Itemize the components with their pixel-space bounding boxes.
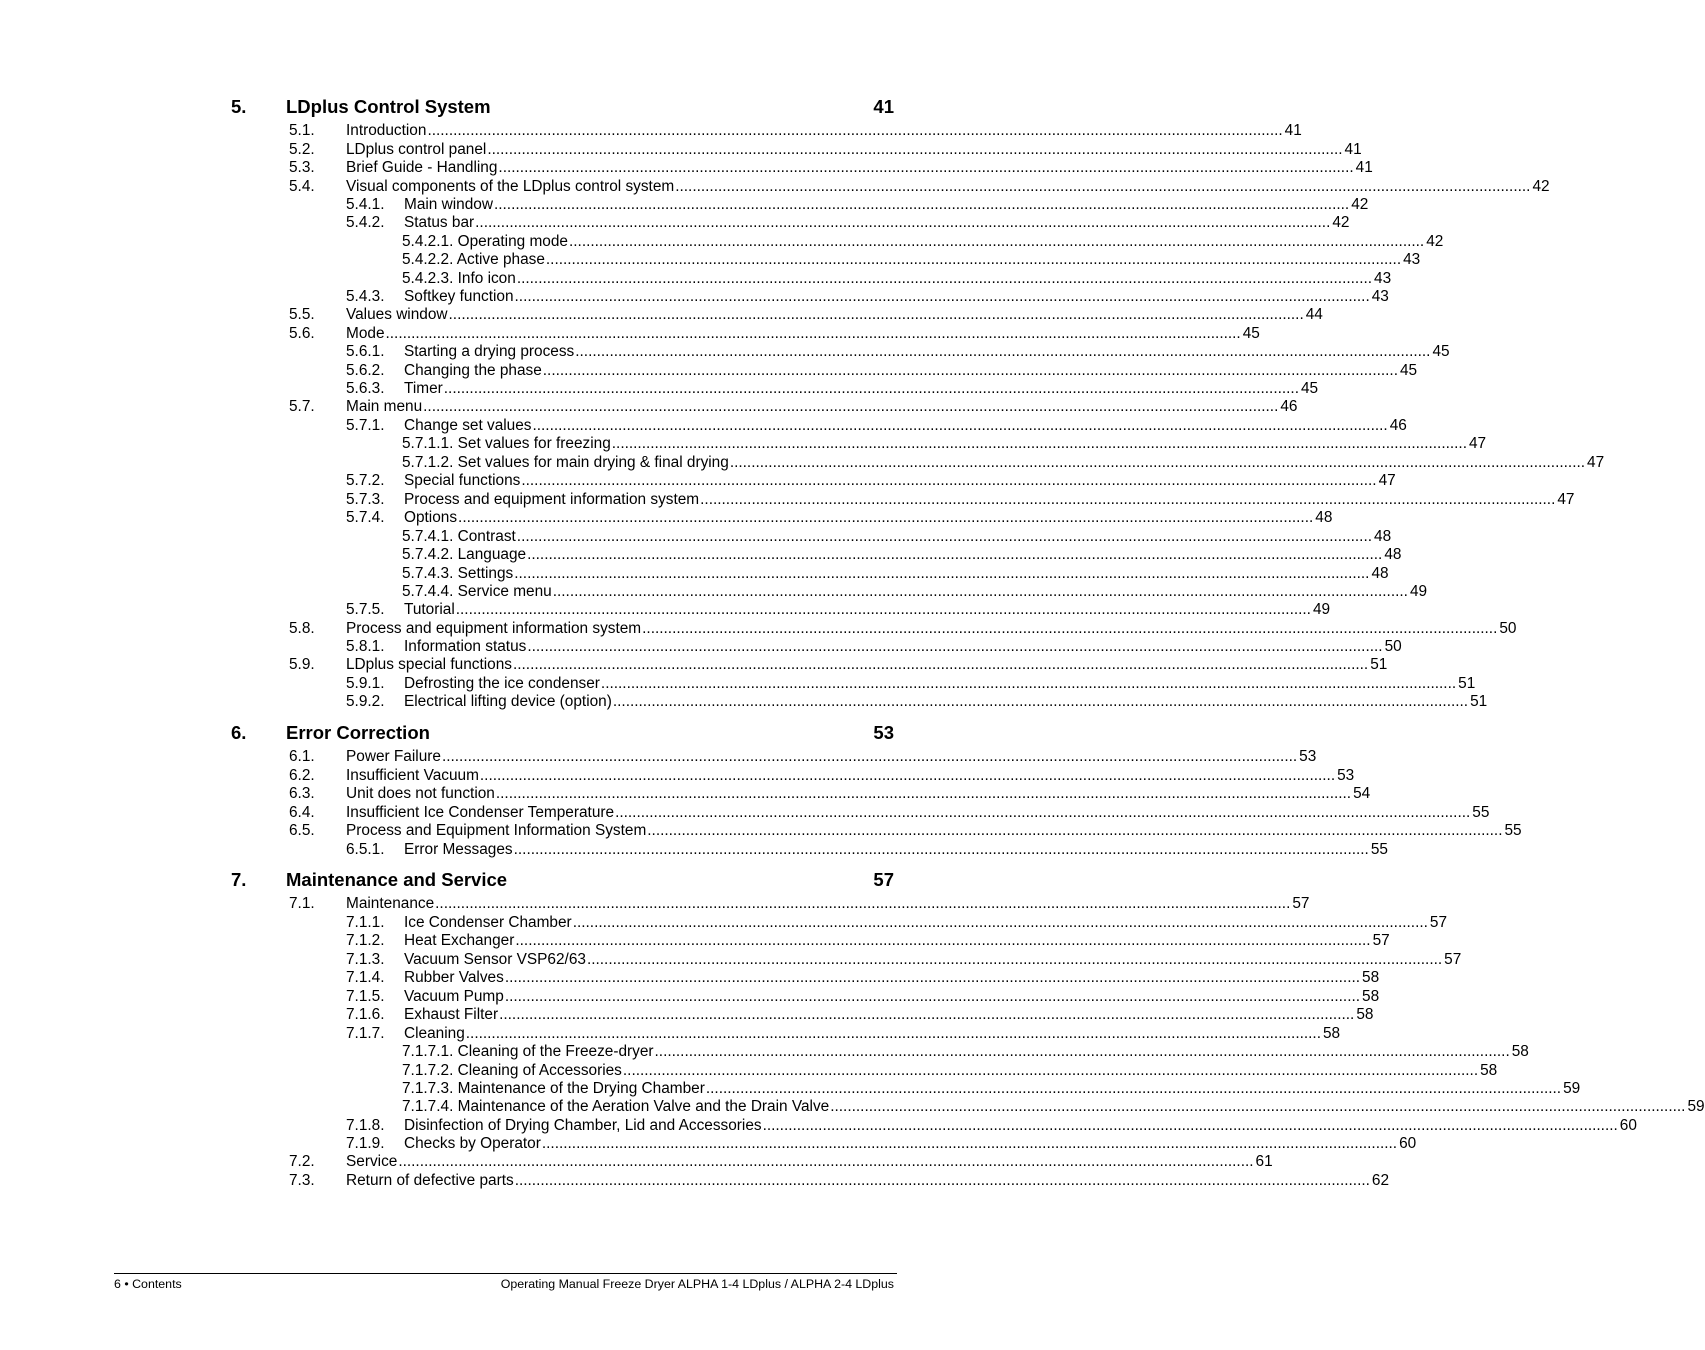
entry-title: Status bar xyxy=(404,214,475,231)
dot-leader: ........................................................................................................................................................................................................ xyxy=(514,565,1370,582)
toc-entry[interactable] xyxy=(402,565,1389,583)
entry-page: 44 xyxy=(1305,306,1323,323)
entry-number: 7.1.7.2. xyxy=(402,1062,454,1079)
entry-title: Changing the phase xyxy=(404,362,542,379)
entry-page: 43 xyxy=(1371,288,1389,305)
chapter-number: 5. xyxy=(231,96,247,117)
chapter-number: 7. xyxy=(231,869,247,890)
entry-page: 55 xyxy=(1472,804,1490,821)
entry-page: 47 xyxy=(1587,454,1605,471)
entry-number: 5.7. xyxy=(289,398,315,415)
entry-title xyxy=(402,546,526,564)
entry-title: Main menu xyxy=(346,398,423,415)
toc-entry[interactable] xyxy=(346,1135,1417,1153)
toc-entry[interactable] xyxy=(402,528,1392,546)
entry-number: 5.7.1. xyxy=(346,417,385,434)
footer-page-label: 6 • Contents xyxy=(114,1277,182,1291)
toc-entry[interactable] xyxy=(346,988,1380,1006)
entry-title: Disinfection of Drying Chamber, Lid and Accessories xyxy=(404,1117,762,1134)
entry-title: Exhaust Filter xyxy=(404,1006,499,1023)
entry-page: 45 xyxy=(1400,362,1418,379)
entry-number: 5.4.2.3. xyxy=(402,270,454,287)
entry-number: 7.1.7. xyxy=(346,1025,385,1042)
entry-title-text: Maintenance of the Drying Chamber xyxy=(457,1080,705,1097)
dot-leader: ........................................................................................................................................................................................................ xyxy=(569,233,1425,250)
entry-title: Electrical lifting device (option) xyxy=(404,693,612,710)
entry-page: 58 xyxy=(1511,1043,1529,1060)
chapter-heading[interactable] xyxy=(231,721,894,745)
chapter-title: LDplus Control System xyxy=(286,96,491,117)
entry-title xyxy=(402,454,729,472)
toc-entry[interactable] xyxy=(346,380,1319,398)
toc-entry[interactable] xyxy=(289,306,1323,324)
dot-leader: ........................................................................................................................................................................................................ xyxy=(458,509,1314,526)
entry-title-text: Operating mode xyxy=(457,233,568,250)
entry-number: 7.1.3. xyxy=(346,951,385,968)
entry-title: Values window xyxy=(346,306,448,323)
entry-title-text: Active phase xyxy=(456,251,545,268)
dot-leader: ........................................................................................................................................................................................................ xyxy=(552,583,1408,600)
dot-leader: ........................................................................................................................................................................................................ xyxy=(516,270,1373,287)
entry-page: 49 xyxy=(1409,583,1428,600)
entry-title-text: Set values for freezing xyxy=(457,435,611,452)
entry-title: Cleaning xyxy=(404,1025,465,1042)
entry-page: 45 xyxy=(1432,343,1450,360)
entry-title-text: Set values for main drying & final drying xyxy=(457,454,729,471)
entry-title: LDplus control panel xyxy=(346,141,487,158)
dot-leader: ........................................................................................................................................................................................................ xyxy=(612,693,1469,710)
toc-entry[interactable] xyxy=(346,932,1390,950)
entry-number: 7.1.7.4. xyxy=(402,1098,454,1115)
dot-leader: ........................................................................................................................................................................................................ xyxy=(498,159,1354,176)
entry-page: 42 xyxy=(1426,233,1444,250)
entry-number: 5.3. xyxy=(289,159,315,176)
toc-entry[interactable] xyxy=(289,1172,1390,1190)
dot-leader: ........................................................................................................................................................................................................ xyxy=(600,675,1457,692)
dot-leader: ........................................................................................................................................................................................................ xyxy=(441,748,1298,765)
toc-entry[interactable] xyxy=(402,1043,1529,1061)
toc-entry[interactable] xyxy=(346,362,1418,380)
chapter-heading[interactable] xyxy=(231,868,894,892)
entry-title: Starting a drying process xyxy=(404,343,575,360)
entry-number: 6.5.1. xyxy=(346,841,385,858)
entry-number: 7.2. xyxy=(289,1153,315,1170)
entry-page: 42 xyxy=(1351,196,1369,213)
entry-number: 5.7.1.1. xyxy=(402,435,454,452)
entry-title-text: Cleaning of the Freeze-dryer xyxy=(457,1043,654,1060)
toc-entry[interactable] xyxy=(289,159,1373,177)
entry-page: 58 xyxy=(1362,988,1380,1005)
entry-number: 5.2. xyxy=(289,141,315,158)
dot-leader: ........................................................................................................................................................................................................ xyxy=(512,656,1369,673)
entry-page: 50 xyxy=(1384,638,1402,655)
chapter-number: 6. xyxy=(231,722,247,743)
toc-entry[interactable] xyxy=(346,288,1389,306)
entry-page: 43 xyxy=(1403,251,1421,268)
entry-title: Process and equipment information system xyxy=(404,491,700,508)
dot-leader: ........................................................................................................................................................................................................ xyxy=(465,1025,1321,1042)
entry-title-text: Settings xyxy=(457,565,514,582)
entry-page: 47 xyxy=(1557,491,1575,508)
entry-title xyxy=(402,270,516,288)
entry-title: Options xyxy=(404,509,458,526)
entry-number: 5.5. xyxy=(289,306,315,323)
toc-entry[interactable] xyxy=(402,233,1444,251)
entry-title: Return of defective parts xyxy=(346,1172,514,1189)
entry-number: 6.1. xyxy=(289,748,315,765)
toc-entry[interactable] xyxy=(346,638,1402,656)
dot-leader: ........................................................................................................................................................................................................ xyxy=(398,1153,1254,1170)
entry-page: 50 xyxy=(1499,620,1517,637)
entry-page: 55 xyxy=(1504,822,1522,839)
entry-page: 43 xyxy=(1374,270,1392,287)
entry-page: 53 xyxy=(1299,748,1317,765)
dot-leader: ........................................................................................................................................................................................................ xyxy=(499,1006,1355,1023)
dot-leader: ........................................................................................................................................................................................................ xyxy=(830,1098,1686,1115)
chapter-page: 57 xyxy=(873,869,894,890)
dot-leader: ........................................................................................................................................................................................................ xyxy=(611,435,1467,452)
toc-entry[interactable] xyxy=(346,841,1388,859)
entry-number: 5.7.4.3. xyxy=(402,565,454,582)
entry-page: 58 xyxy=(1322,1025,1341,1042)
toc-entry[interactable] xyxy=(289,656,1388,674)
entry-title: Change set values xyxy=(404,417,532,434)
entry-title: Power Failure xyxy=(346,748,441,765)
toc-entry[interactable] xyxy=(289,398,1298,416)
toc-entry[interactable] xyxy=(346,1006,1374,1024)
entry-number: 7.1.2. xyxy=(346,932,385,949)
entry-page: 51 xyxy=(1458,675,1476,692)
dot-leader: ........................................................................................................................................................................................................ xyxy=(532,417,1388,434)
entry-title: Service xyxy=(346,1153,398,1170)
dot-leader: ........................................................................................................................................................................................................ xyxy=(514,288,1370,305)
toc-entry[interactable] xyxy=(402,1098,1705,1116)
dot-leader: ........................................................................................................................................................................................................ xyxy=(504,988,1361,1005)
entry-title: Brief Guide - Handling xyxy=(346,159,498,176)
toc-entry[interactable] xyxy=(289,620,1517,638)
dot-leader: ........................................................................................................................................................................................................ xyxy=(521,472,1377,489)
entry-number: 5.7.2. xyxy=(346,472,385,489)
entry-title-text: Maintenance of the Aeration Valve and the Drain Valve xyxy=(457,1098,830,1115)
toc-entry[interactable] xyxy=(346,491,1575,509)
toc-entry[interactable] xyxy=(402,435,1487,453)
entry-page: 45 xyxy=(1242,325,1260,342)
dot-leader: ........................................................................................................................................................................................................ xyxy=(475,214,1331,231)
dot-leader: ........................................................................................................................................................................................................ xyxy=(514,1172,1370,1189)
dot-leader: ........................................................................................................................................................................................................ xyxy=(654,1043,1510,1060)
dot-leader: ........................................................................................................................................................................................................ xyxy=(647,822,1503,839)
entry-page: 47 xyxy=(1378,472,1396,489)
entry-title: Introduction xyxy=(346,122,427,139)
entry-number: 5.4.2. xyxy=(346,214,385,231)
entry-title: Ice Condenser Chamber xyxy=(404,914,572,931)
toc-entry[interactable] xyxy=(289,822,1522,840)
entry-title xyxy=(402,583,552,601)
entry-title xyxy=(402,1080,705,1098)
entry-title: Rubber Valves xyxy=(404,969,504,986)
dot-leader: ........................................................................................................................................................................................................ xyxy=(493,196,1350,213)
toc-entry[interactable] xyxy=(289,325,1260,343)
entry-page: 58 xyxy=(1480,1062,1498,1079)
chapter-title: Maintenance and Service xyxy=(286,869,508,890)
entry-title: Vacuum Sensor VSP62/63 xyxy=(404,951,586,968)
chapter-title: Error Correction xyxy=(286,722,430,743)
footer-divider xyxy=(114,1273,897,1274)
dot-leader: ........................................................................................................................................................................................................ xyxy=(513,841,1369,858)
entry-page: 48 xyxy=(1371,565,1389,582)
entry-number: 5.6.3. xyxy=(346,380,385,397)
entry-page: 47 xyxy=(1468,435,1487,452)
dot-leader: ........................................................................................................................................................................................................ xyxy=(586,951,1443,968)
entry-number: 5.9.1. xyxy=(346,675,385,692)
entry-page: 46 xyxy=(1389,417,1407,434)
entry-number: 5.7.3. xyxy=(346,491,385,508)
dot-leader: ........................................................................................................................................................................................................ xyxy=(762,1117,1618,1134)
toc-entry[interactable] xyxy=(289,141,1362,159)
dot-leader: ........................................................................................................................................................................................................ xyxy=(385,325,1241,342)
entry-page: 45 xyxy=(1300,380,1319,397)
entry-title: Tutorial xyxy=(404,601,455,618)
toc-entry[interactable] xyxy=(402,1062,1498,1080)
entry-page: 41 xyxy=(1355,159,1373,176)
toc-entry[interactable] xyxy=(402,454,1605,472)
entry-page: 60 xyxy=(1619,1117,1637,1134)
chapter-page: 41 xyxy=(873,96,894,117)
dot-leader: ........................................................................................................................................................................................................ xyxy=(448,306,1304,323)
entry-number: 7.1.8. xyxy=(346,1117,385,1134)
toc-entry[interactable] xyxy=(346,1117,1637,1135)
dot-leader: ........................................................................................................................................................................................................ xyxy=(527,638,1383,655)
entry-number: 5.4.2.2. xyxy=(402,251,454,268)
entry-title: Visual components of the LDplus control system xyxy=(346,178,675,195)
dot-leader: ........................................................................................................................................................................................................ xyxy=(622,1062,1479,1079)
entry-title: Unit does not function xyxy=(346,785,495,802)
toc-entry[interactable] xyxy=(289,122,1302,140)
entry-title xyxy=(402,435,611,453)
dot-leader: ........................................................................................................................................................................................................ xyxy=(455,601,1311,618)
entry-number: 7.1.1. xyxy=(346,914,385,931)
toc-entry[interactable] xyxy=(346,1025,1341,1043)
entry-number: 5.9.2. xyxy=(346,693,385,710)
toc-entry[interactable] xyxy=(346,214,1350,232)
dot-leader: ........................................................................................................................................................................................................ xyxy=(615,804,1471,821)
toc-entry[interactable] xyxy=(289,895,1310,913)
toc-entry[interactable] xyxy=(289,767,1355,785)
toc-entry[interactable] xyxy=(289,748,1317,766)
dot-leader: ........................................................................................................................................................................................................ xyxy=(541,1135,1398,1152)
toc-entry[interactable] xyxy=(346,675,1476,693)
entry-number: 5.7.4.4. xyxy=(402,583,454,600)
entry-page: 48 xyxy=(1374,528,1392,545)
toc-entry[interactable] xyxy=(346,601,1331,619)
entry-number: 5.8.1. xyxy=(346,638,385,655)
entry-number: 5.6.1. xyxy=(346,343,385,360)
toc-entry[interactable] xyxy=(402,1080,1581,1098)
dot-leader: ........................................................................................................................................................................................................ xyxy=(545,251,1402,268)
dot-leader: ........................................................................................................................................................................................................ xyxy=(427,122,1283,139)
entry-title xyxy=(402,1062,622,1080)
entry-page: 53 xyxy=(1337,767,1355,784)
entry-number: 7.1.7.3. xyxy=(402,1080,454,1097)
dot-leader: ........................................................................................................................................................................................................ xyxy=(435,895,1291,912)
dot-leader: ........................................................................................................................................................................................................ xyxy=(705,1080,1562,1097)
toc-entry[interactable] xyxy=(346,417,1407,435)
entry-page: 54 xyxy=(1353,785,1371,802)
entry-title: Defrosting the ice condenser xyxy=(404,675,600,692)
entry-page: 59 xyxy=(1687,1098,1705,1115)
entry-number: 7.1.4. xyxy=(346,969,385,986)
entry-number: 7.1.6. xyxy=(346,1006,385,1023)
entry-title xyxy=(402,251,545,269)
entry-number: 7.1. xyxy=(289,895,315,912)
entry-title: Vacuum Pump xyxy=(404,988,504,1005)
chapter-page: 53 xyxy=(873,722,894,743)
entry-title-text: Language xyxy=(457,546,527,563)
entry-page: 49 xyxy=(1312,601,1331,618)
entry-title: Mode xyxy=(346,325,385,342)
toc-entry[interactable] xyxy=(289,804,1490,822)
entry-number: 5.9. xyxy=(289,656,315,673)
entry-number: 6.4. xyxy=(289,804,315,821)
entry-number: 5.4.2.1. xyxy=(402,233,454,250)
entry-title-text: Service menu xyxy=(457,583,552,600)
entry-number: 5.4.3. xyxy=(346,288,385,305)
toc-entry[interactable] xyxy=(346,951,1462,969)
toc-entry[interactable] xyxy=(402,270,1392,288)
entry-title: Softkey function xyxy=(404,288,514,305)
entry-number: 5.4. xyxy=(289,178,315,195)
entry-title-text: Info icon xyxy=(457,270,516,287)
entry-title: Insufficient Ice Condenser Temperature xyxy=(346,804,615,821)
entry-title: Process and equipment information system xyxy=(346,620,642,637)
dot-leader: ........................................................................................................................................................................................................ xyxy=(443,380,1299,397)
entry-page: 51 xyxy=(1370,656,1388,673)
dot-leader: ........................................................................................................................................................................................................ xyxy=(575,343,1431,360)
dot-leader: ........................................................................................................................................................................................................ xyxy=(572,914,1428,931)
entry-page: 41 xyxy=(1284,122,1302,139)
dot-leader: ........................................................................................................................................................................................................ xyxy=(504,969,1361,986)
toc-entry[interactable] xyxy=(402,251,1421,269)
entry-page: 59 xyxy=(1563,1080,1581,1097)
toc-entry[interactable] xyxy=(402,583,1428,601)
entry-page: 48 xyxy=(1384,546,1402,563)
entry-title: Timer xyxy=(404,380,443,397)
entry-page: 55 xyxy=(1370,841,1388,858)
entry-page: 42 xyxy=(1532,178,1550,195)
toc-entry[interactable] xyxy=(289,785,1371,803)
entry-number: 6.5. xyxy=(289,822,315,839)
entry-title: LDplus special functions xyxy=(346,656,512,673)
entry-page: 60 xyxy=(1399,1135,1417,1152)
entry-title xyxy=(402,1098,829,1116)
dot-leader: ........................................................................................................................................................................................................ xyxy=(642,620,1498,637)
entry-title: Special functions xyxy=(404,472,521,489)
entry-number: 7.1.9. xyxy=(346,1135,385,1152)
entry-number: 6.2. xyxy=(289,767,315,784)
dot-leader: ........................................................................................................................................................................................................ xyxy=(542,362,1398,379)
entry-page: 42 xyxy=(1332,214,1350,231)
entry-title xyxy=(402,565,513,583)
entry-title: Insufficient Vacuum xyxy=(346,767,479,784)
entry-title xyxy=(402,1043,654,1061)
entry-page: 61 xyxy=(1255,1153,1273,1170)
entry-number: 6.3. xyxy=(289,785,315,802)
entry-number: 5.7.5. xyxy=(346,601,385,618)
toc-entry[interactable] xyxy=(289,1153,1273,1171)
entry-number: 5.1. xyxy=(289,122,315,139)
entry-number: 7.3. xyxy=(289,1172,315,1189)
footer-document-title: Operating Manual Freeze Dryer ALPHA 1-4 LDplus / ALPHA 2-4 LDplus xyxy=(500,1277,894,1291)
toc-entry[interactable] xyxy=(402,546,1402,564)
entry-number: 7.1.5. xyxy=(346,988,385,1005)
toc-entry[interactable] xyxy=(346,509,1333,527)
entry-title: Checks by Operator xyxy=(404,1135,541,1152)
entry-title: Heat Exchanger xyxy=(404,932,515,949)
entry-title-text: Contrast xyxy=(457,528,516,545)
entry-page: 58 xyxy=(1362,969,1380,986)
entry-number: 5.8. xyxy=(289,620,315,637)
entry-page: 57 xyxy=(1444,951,1462,968)
entry-number: 7.1.7.1. xyxy=(402,1043,454,1060)
entry-page: 57 xyxy=(1429,914,1448,931)
entry-number: 5.7.4. xyxy=(346,509,385,526)
dot-leader: ........................................................................................................................................................................................................ xyxy=(729,454,1586,471)
toc-entry[interactable] xyxy=(346,343,1450,361)
entry-title xyxy=(402,528,516,546)
dot-leader: ........................................................................................................................................................................................................ xyxy=(515,932,1371,949)
toc-entry[interactable] xyxy=(346,196,1369,214)
entry-number: 5.7.1.2. xyxy=(402,454,454,471)
entry-number: 5.7.4.2. xyxy=(402,546,454,563)
dot-leader: ........................................................................................................................................................................................................ xyxy=(527,546,1383,563)
toc-entry[interactable] xyxy=(346,969,1380,987)
toc-entry[interactable] xyxy=(346,472,1396,490)
entry-page: 57 xyxy=(1292,895,1310,912)
entry-number: 5.7.4.1. xyxy=(402,528,454,545)
entry-page: 62 xyxy=(1371,1172,1390,1189)
entry-title: Maintenance xyxy=(346,895,435,912)
toc-entry[interactable] xyxy=(346,693,1488,711)
toc-entry[interactable] xyxy=(346,914,1448,932)
entry-title xyxy=(402,233,568,251)
entry-title: Process and Equipment Information System xyxy=(346,822,647,839)
dot-leader: ........................................................................................................................................................................................................ xyxy=(675,178,1531,195)
chapter-heading[interactable] xyxy=(231,95,894,119)
dot-leader: ........................................................................................................................................................................................................ xyxy=(700,491,1556,508)
entry-title-text: Cleaning of Accessories xyxy=(457,1062,622,1079)
entry-page: 58 xyxy=(1356,1006,1374,1023)
entry-page: 46 xyxy=(1280,398,1298,415)
entry-number: 5.6. xyxy=(289,325,315,342)
entry-title: Error Messages xyxy=(404,841,513,858)
entry-page: 51 xyxy=(1470,693,1488,710)
entry-number: 5.4.1. xyxy=(346,196,385,213)
entry-number: 5.6.2. xyxy=(346,362,385,379)
dot-leader: ........................................................................................................................................................................................................ xyxy=(423,398,1279,415)
dot-leader: ........................................................................................................................................................................................................ xyxy=(495,785,1352,802)
dot-leader: ........................................................................................................................................................................................................ xyxy=(516,528,1373,545)
dot-leader: ........................................................................................................................................................................................................ xyxy=(487,141,1343,158)
dot-leader: ........................................................................................................................................................................................................ xyxy=(479,767,1336,784)
toc-entry[interactable] xyxy=(289,178,1550,196)
entry-title: Main window xyxy=(404,196,493,213)
entry-page: 57 xyxy=(1372,932,1390,949)
entry-page: 48 xyxy=(1315,509,1333,526)
entry-title: Information status xyxy=(404,638,527,655)
entry-page: 41 xyxy=(1344,141,1362,158)
